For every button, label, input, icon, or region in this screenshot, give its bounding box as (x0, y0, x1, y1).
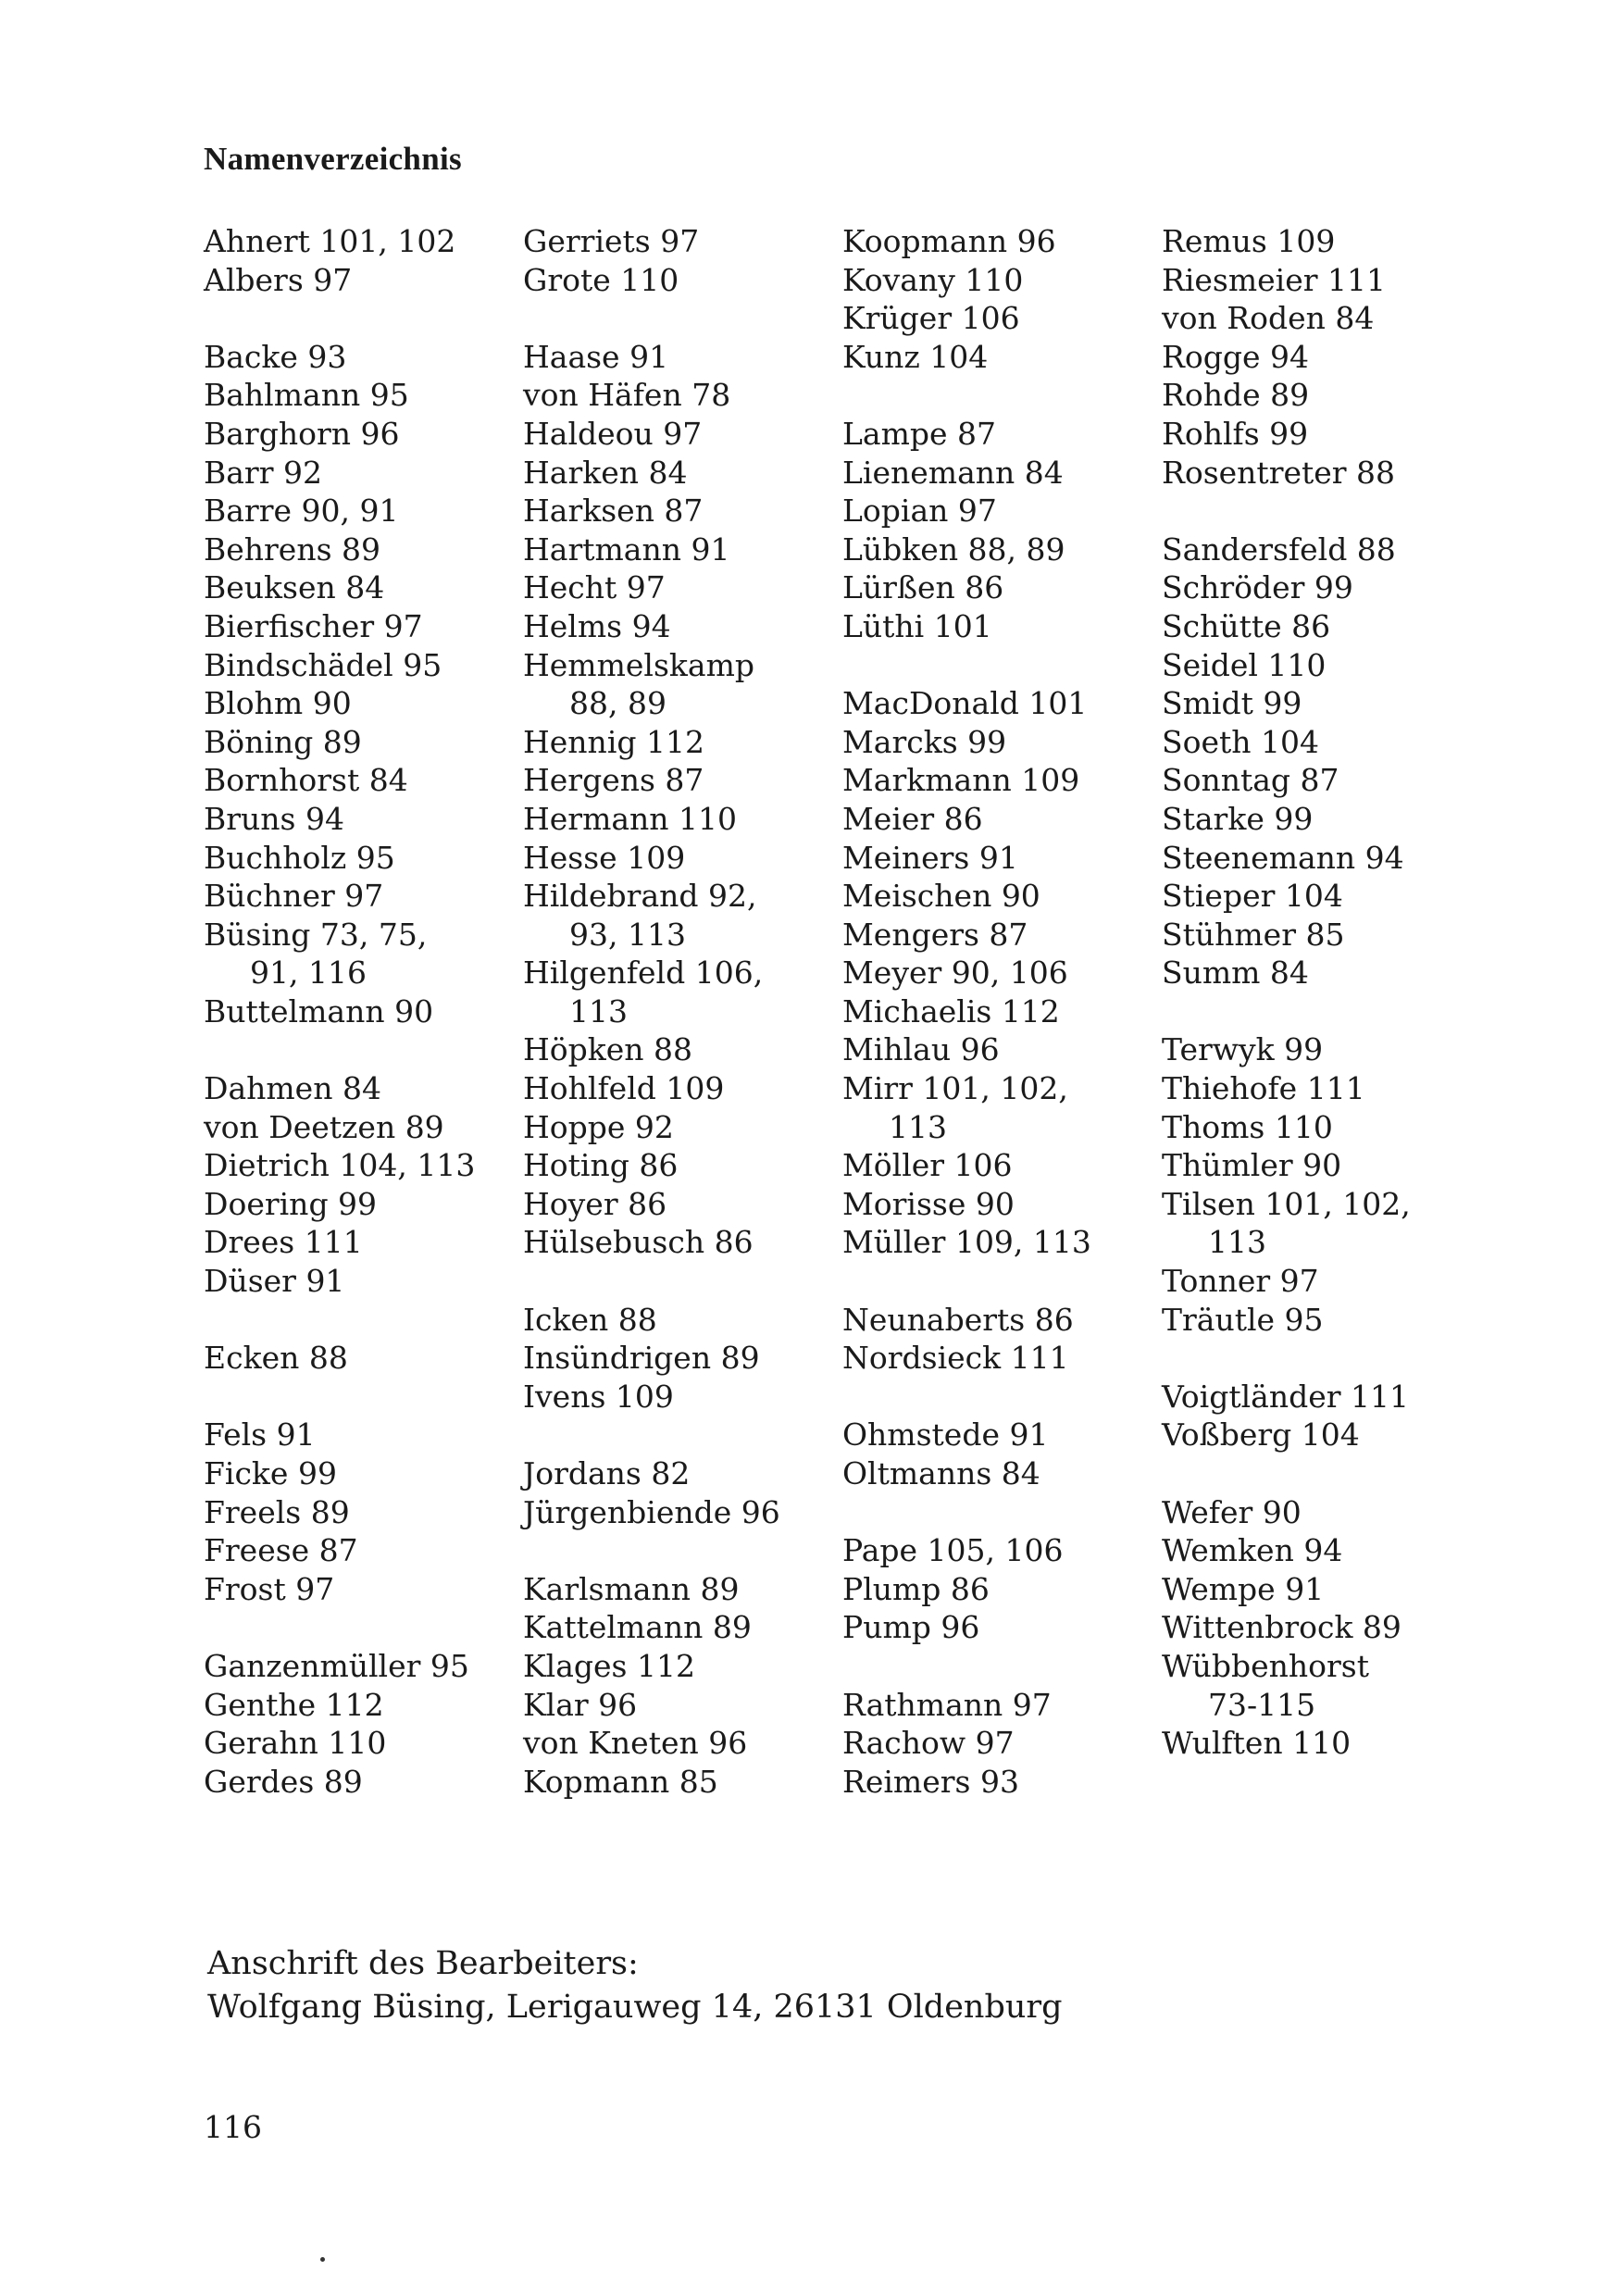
index-entry: Fels 91 (204, 1416, 316, 1454)
address-label: Anschrift des Bearbeiters: (207, 1945, 639, 1982)
index-entry: Hartmann 91 (523, 530, 730, 568)
index-entry: Summ 84 (1162, 955, 1309, 992)
index-entry: Buchholz 95 (204, 839, 395, 876)
index-entry: Pump 96 (842, 1609, 980, 1646)
index-spacer (523, 299, 780, 338)
index-entry: Haase 91 (523, 338, 669, 375)
index-entry: Klages 112 (523, 1647, 695, 1684)
index-entry: Kattelmann 89 (523, 1609, 752, 1646)
index-entry: Wübbenhorst (1162, 1647, 1369, 1684)
index-entry: Ganzenmüller 95 (204, 1647, 469, 1684)
index-entry: Backe 93 (204, 338, 347, 375)
index-entry: Michaelis 112 (842, 992, 1060, 1029)
index-entry: Schütte 86 (1162, 607, 1331, 644)
index-entry: Helms 94 (523, 607, 671, 644)
index-entry: Grote 110 (523, 261, 679, 298)
index-entry: Wemken 94 (1162, 1532, 1343, 1569)
index-entry: Rosentreter 88 (1162, 454, 1396, 491)
index-entry: Rohde 89 (1162, 377, 1310, 414)
index-entry: Kunz 104 (842, 338, 989, 375)
index-entry: Neunaberts 86 (842, 1301, 1074, 1338)
index-spacer (1162, 1339, 1411, 1378)
index-entry: Ahnert 101, 102 (204, 223, 456, 259)
index-entry: Steenemann 94 (1162, 839, 1404, 876)
index-entry: Hilgenfeld 106, (523, 955, 764, 992)
index-entry: Freels 89 (204, 1493, 350, 1530)
index-entry: Möller 106 (842, 1147, 1013, 1184)
index-entry: Ohmstede 91 (842, 1416, 1049, 1454)
index-entry: Pape 105, 106 (842, 1532, 1064, 1569)
index-entry: Frost 97 (204, 1570, 335, 1607)
index-entry: Buttelmann 90 (204, 992, 434, 1029)
index-entry: von Kneten 96 (523, 1725, 748, 1762)
index-entry: Thoms 110 (1162, 1108, 1333, 1145)
index-entry: Lampe 87 (842, 415, 997, 452)
index-entry: Jürgenbiende 96 (523, 1493, 780, 1530)
index-entry: von Deetzen 89 (204, 1108, 444, 1145)
index-entry: Rathmann 97 (842, 1686, 1052, 1723)
index-entry: Hoppe 92 (523, 1108, 674, 1145)
index-spacer (204, 1301, 475, 1340)
index-spacer (842, 1493, 1091, 1532)
index-spacer (842, 1262, 1091, 1301)
index-entry: Smidt 99 (1162, 685, 1302, 722)
index-entry: Hecht 97 (523, 569, 666, 606)
index-entry: Koopmann 96 (842, 223, 1056, 259)
index-entry: Büchner 97 (204, 878, 384, 915)
print-speck (320, 2257, 325, 2262)
index-entry: Remus 109 (1162, 223, 1336, 259)
index-entry: MacDonald 101 (842, 685, 1088, 722)
index-entry: Bierfischer 97 (204, 607, 423, 644)
index-spacer (842, 1647, 1091, 1686)
index-entry: Kopmann 85 (523, 1763, 718, 1800)
index-spacer (523, 1531, 780, 1570)
index-entry: Stieper 104 (1162, 878, 1343, 915)
index-entry: Gerriets 97 (523, 223, 700, 259)
index-entry: Bruns 94 (204, 800, 344, 837)
index-entry: Hohlfeld 109 (523, 1070, 725, 1107)
index-entry: Lienemann 84 (842, 454, 1064, 491)
index-entry: Rohlfs 99 (1162, 415, 1309, 452)
index-entry: Markmann 109 (842, 762, 1080, 799)
index-entry: Thümler 90 (1162, 1147, 1342, 1184)
index-entry-continuation: 73-115 (1208, 1686, 1316, 1723)
index-spacer (204, 299, 475, 338)
index-entry: Drees 111 (204, 1224, 363, 1261)
index-entry: Bornhorst 84 (204, 762, 408, 799)
index-column-1 (204, 222, 475, 1801)
index-entry: Barr 92 (204, 454, 322, 491)
index-entry-continuation: 93, 113 (569, 916, 686, 953)
index-entry: Lopian 97 (842, 493, 997, 530)
index-entry: Krüger 106 (842, 300, 1020, 337)
index-entry: Lüthi 101 (842, 607, 992, 644)
index-entry: Harksen 87 (523, 493, 704, 530)
index-entry: Hemmelskamp (523, 646, 754, 683)
index-entry: Wittenbrock 89 (1162, 1609, 1401, 1646)
index-entry: Albers 97 (204, 261, 353, 298)
index-entry: Starke 99 (1162, 800, 1314, 837)
index-entry: Ficke 99 (204, 1455, 337, 1491)
index-entry: Riesmeier 111 (1162, 261, 1387, 298)
index-entry: Barre 90, 91 (204, 493, 399, 530)
index-entry: Mengers 87 (842, 916, 1028, 953)
index-entry: Nordsieck 111 (842, 1340, 1069, 1377)
index-entry: Höpken 88 (523, 1031, 693, 1068)
index-entry: Voigtländer 111 (1162, 1378, 1409, 1415)
index-spacer (1162, 992, 1411, 1031)
index-spacer (842, 1378, 1091, 1416)
index-entry: Icken 88 (523, 1301, 657, 1338)
index-entry: Genthe 112 (204, 1686, 384, 1723)
index-entry: Dietrich 104, 113 (204, 1147, 476, 1184)
index-entry: Bindschädel 95 (204, 646, 442, 683)
index-entry: Morisse 90 (842, 1185, 1015, 1222)
index-spacer (523, 1416, 780, 1454)
index-entry: Träutle 95 (1162, 1301, 1324, 1338)
index-entry: Düser 91 (204, 1263, 345, 1300)
index-entry: Blohm 90 (204, 685, 352, 722)
index-entry: Doering 99 (204, 1185, 378, 1222)
index-entry-continuation: 88, 89 (569, 685, 666, 722)
index-column-2 (523, 222, 780, 1801)
index-spacer (1162, 492, 1411, 530)
index-entry: Seidel 110 (1162, 646, 1327, 683)
index-entry: Lübken 88, 89 (842, 530, 1065, 568)
index-entry-continuation: 113 (889, 1108, 947, 1145)
index-entry: Beuksen 84 (204, 569, 385, 606)
index-entry: Meier 86 (842, 800, 983, 837)
index-spacer (523, 1262, 780, 1301)
index-column-3 (842, 222, 1091, 1801)
index-entry: Hergens 87 (523, 762, 704, 799)
index-spacer (204, 1030, 475, 1069)
index-entry: Insündrigen 89 (523, 1340, 760, 1377)
index-entry: Marcks 99 (842, 723, 1007, 760)
index-entry: Hermann 110 (523, 800, 738, 837)
index-entry: Hesse 109 (523, 839, 686, 876)
index-entry-continuation: 113 (569, 992, 628, 1029)
index-entry: Hennig 112 (523, 723, 704, 760)
index-entry: Voßberg 104 (1162, 1416, 1360, 1454)
editor-address (207, 1942, 1063, 2029)
index-entry: Schröder 99 (1162, 569, 1353, 606)
index-entry: Kovany 110 (842, 261, 1024, 298)
index-entry: Wulften 110 (1162, 1725, 1352, 1762)
index-entry: Sandersfeld 88 (1162, 530, 1396, 568)
index-entry: Soeth 104 (1162, 723, 1319, 760)
index-entry: Karlsmann 89 (523, 1570, 740, 1607)
index-entry: Jordans 82 (523, 1455, 691, 1491)
index-entry: Tonner 97 (1162, 1263, 1319, 1300)
index-entry: Oltmanns 84 (842, 1455, 1040, 1491)
index-spacer (842, 376, 1091, 415)
index-entry: Reimers 93 (842, 1763, 1019, 1800)
index-entry: Hoting 86 (523, 1147, 679, 1184)
index-entry-continuation: 113 (1208, 1224, 1266, 1261)
index-entry: Haldeou 97 (523, 415, 703, 452)
index-spacer (1162, 1454, 1411, 1493)
page-number: 116 (204, 2109, 262, 2145)
address-line: Wolfgang Büsing, Lerigauweg 14, 26131 Oldenburg (207, 1989, 1063, 2026)
page-title: Namenverzeichnis (204, 141, 462, 177)
index-entry: Lürßen 86 (842, 569, 1004, 606)
index-spacer (842, 646, 1091, 685)
index-entry-continuation: 91, 116 (250, 955, 367, 992)
index-entry: Sonntag 87 (1162, 762, 1339, 799)
index-entry: Barghorn 96 (204, 415, 400, 452)
index-spacer (204, 1378, 475, 1416)
index-entry: Dahmen 84 (204, 1070, 381, 1107)
index-entry: Mihlau 96 (842, 1031, 1000, 1068)
index-entry: Terwyk 99 (1162, 1031, 1324, 1068)
index-entry: Müller 109, 113 (842, 1224, 1091, 1261)
index-entry: Bahlmann 95 (204, 377, 409, 414)
index-entry: Büsing 73, 75, (204, 916, 428, 953)
index-entry: Gerdes 89 (204, 1763, 363, 1800)
index-entry: Tilsen 101, 102, (1162, 1185, 1411, 1222)
index-entry: Mirr 101, 102, (842, 1070, 1068, 1107)
index-entry: Freese 87 (204, 1532, 358, 1569)
index-entry: Stühmer 85 (1162, 916, 1345, 953)
index-entry: Hildebrand 92, (523, 878, 757, 915)
index-entry: Behrens 89 (204, 530, 381, 568)
index-column-4 (1162, 222, 1411, 1763)
index-entry: Rachow 97 (842, 1725, 1015, 1762)
index-spacer (204, 1608, 475, 1647)
index-entry: von Häfen 78 (523, 377, 731, 414)
index-entry: Rogge 94 (1162, 338, 1309, 375)
index-entry: Ecken 88 (204, 1340, 348, 1377)
index-entry: von Roden 84 (1162, 300, 1375, 337)
index-entry: Meischen 90 (842, 878, 1040, 915)
index-entry: Meiners 91 (842, 839, 1018, 876)
index-entry: Plump 86 (842, 1570, 990, 1607)
index-entry: Böning 89 (204, 723, 362, 760)
index-entry: Ivens 109 (523, 1378, 674, 1415)
index-entry: Hoyer 86 (523, 1185, 667, 1222)
index-entry: Gerahn 110 (204, 1725, 387, 1762)
index-entry: Meyer 90, 106 (842, 955, 1068, 992)
index-entry: Wefer 90 (1162, 1493, 1302, 1530)
index-entry: Thiehofe 111 (1162, 1070, 1365, 1107)
index-entry: Harken 84 (523, 454, 688, 491)
index-entry: Hülsebusch 86 (523, 1224, 754, 1261)
index-entry: Klar 96 (523, 1686, 638, 1723)
index-entry: Wempe 91 (1162, 1570, 1325, 1607)
